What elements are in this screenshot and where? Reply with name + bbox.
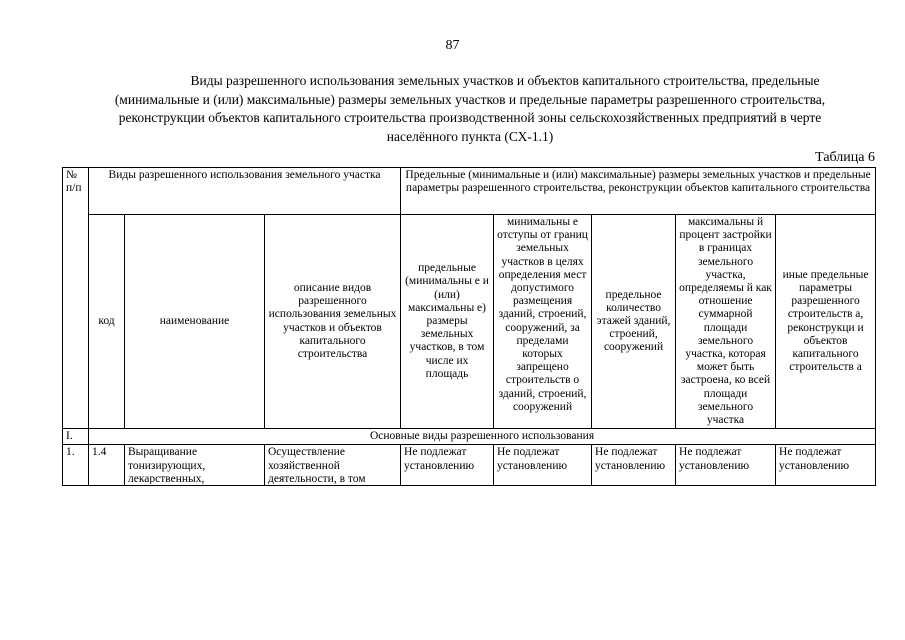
header-setbacks: минимальны е отступы от границ земельных участков в целях определения мест допустимого размещения зданий, строений, сооружений, за пределами которых запрещено строительств о зданий, строений, сооружений bbox=[494, 215, 592, 429]
header-num-continued bbox=[63, 215, 89, 429]
table-row bbox=[63, 445, 876, 486]
row-description: Осуществление хозяйственной деятельности, в том bbox=[265, 445, 401, 486]
section-num: I. bbox=[63, 429, 89, 445]
header-group-right: Предельные (минимальные и (или) максимальные) размеры земельных участков и предельные параметры разрешенного строительства, реконструкции объектов капитального строительства bbox=[401, 168, 876, 215]
row-other: Не подлежат установлению bbox=[776, 445, 876, 486]
header-description: описание видов разрешенного использования земельных участков и объектов капитального строительства bbox=[265, 215, 401, 429]
table-label: Таблица 6 bbox=[815, 150, 875, 165]
page-number: 87 bbox=[445, 38, 460, 53]
header-plot-size: предельные (минимальны е и (или) максимальны е) размеры земельных участков, в том числе их площадь bbox=[401, 215, 494, 429]
header-row-columns bbox=[63, 215, 876, 429]
title-line-4: населённого пункта (СХ-1.1) bbox=[386, 128, 554, 144]
row-num: 1. bbox=[63, 445, 89, 486]
row-setbacks: Не подлежат установлению bbox=[494, 445, 592, 486]
row-code: 1.4 bbox=[89, 445, 125, 486]
title-line-2: (минимальные и (или) максимальные) размеры земельных участков и предельные параметры разрешенного строительства, bbox=[114, 91, 826, 107]
section-label: Основные виды разрешенного использования bbox=[89, 429, 876, 445]
title-line-1: Виды разрешенного использования земельных участков и объектов капитального строительства, предельные bbox=[190, 73, 820, 88]
header-coverage: максимальны й процент застройки в границах земельного участка, определяемы й как отношение суммарной площади земельного участка, которая может быть застроена, ко всей площади земельного участка bbox=[676, 215, 776, 429]
row-floors: Не подлежат установлению bbox=[592, 445, 676, 486]
zoning-table bbox=[62, 167, 876, 486]
header-floors: предельное количество этажей зданий, строений, сооружений bbox=[592, 215, 676, 429]
header-row-group bbox=[63, 168, 876, 215]
header-group-left: Виды разрешенного использования земельного участка bbox=[89, 168, 401, 215]
header-name: наименование bbox=[125, 215, 265, 429]
header-num: № п/п bbox=[63, 168, 89, 215]
row-name: Выращивание тонизирующих, лекарственных, bbox=[125, 445, 265, 486]
title-line-3: реконструкции объектов капитального строительства производственной зоны сельскохозяйственных предприятий в черте bbox=[118, 110, 822, 125]
header-other: иные предельные параметры разрешенного строительств а, реконструкци и объектов капитального строительств а bbox=[776, 215, 876, 429]
row-plot-size: Не подлежат установлению bbox=[401, 445, 494, 486]
section-row bbox=[63, 429, 876, 445]
header-code: код bbox=[89, 215, 125, 429]
document-title bbox=[64, 72, 876, 146]
row-coverage: Не подлежат установлению bbox=[676, 445, 776, 486]
